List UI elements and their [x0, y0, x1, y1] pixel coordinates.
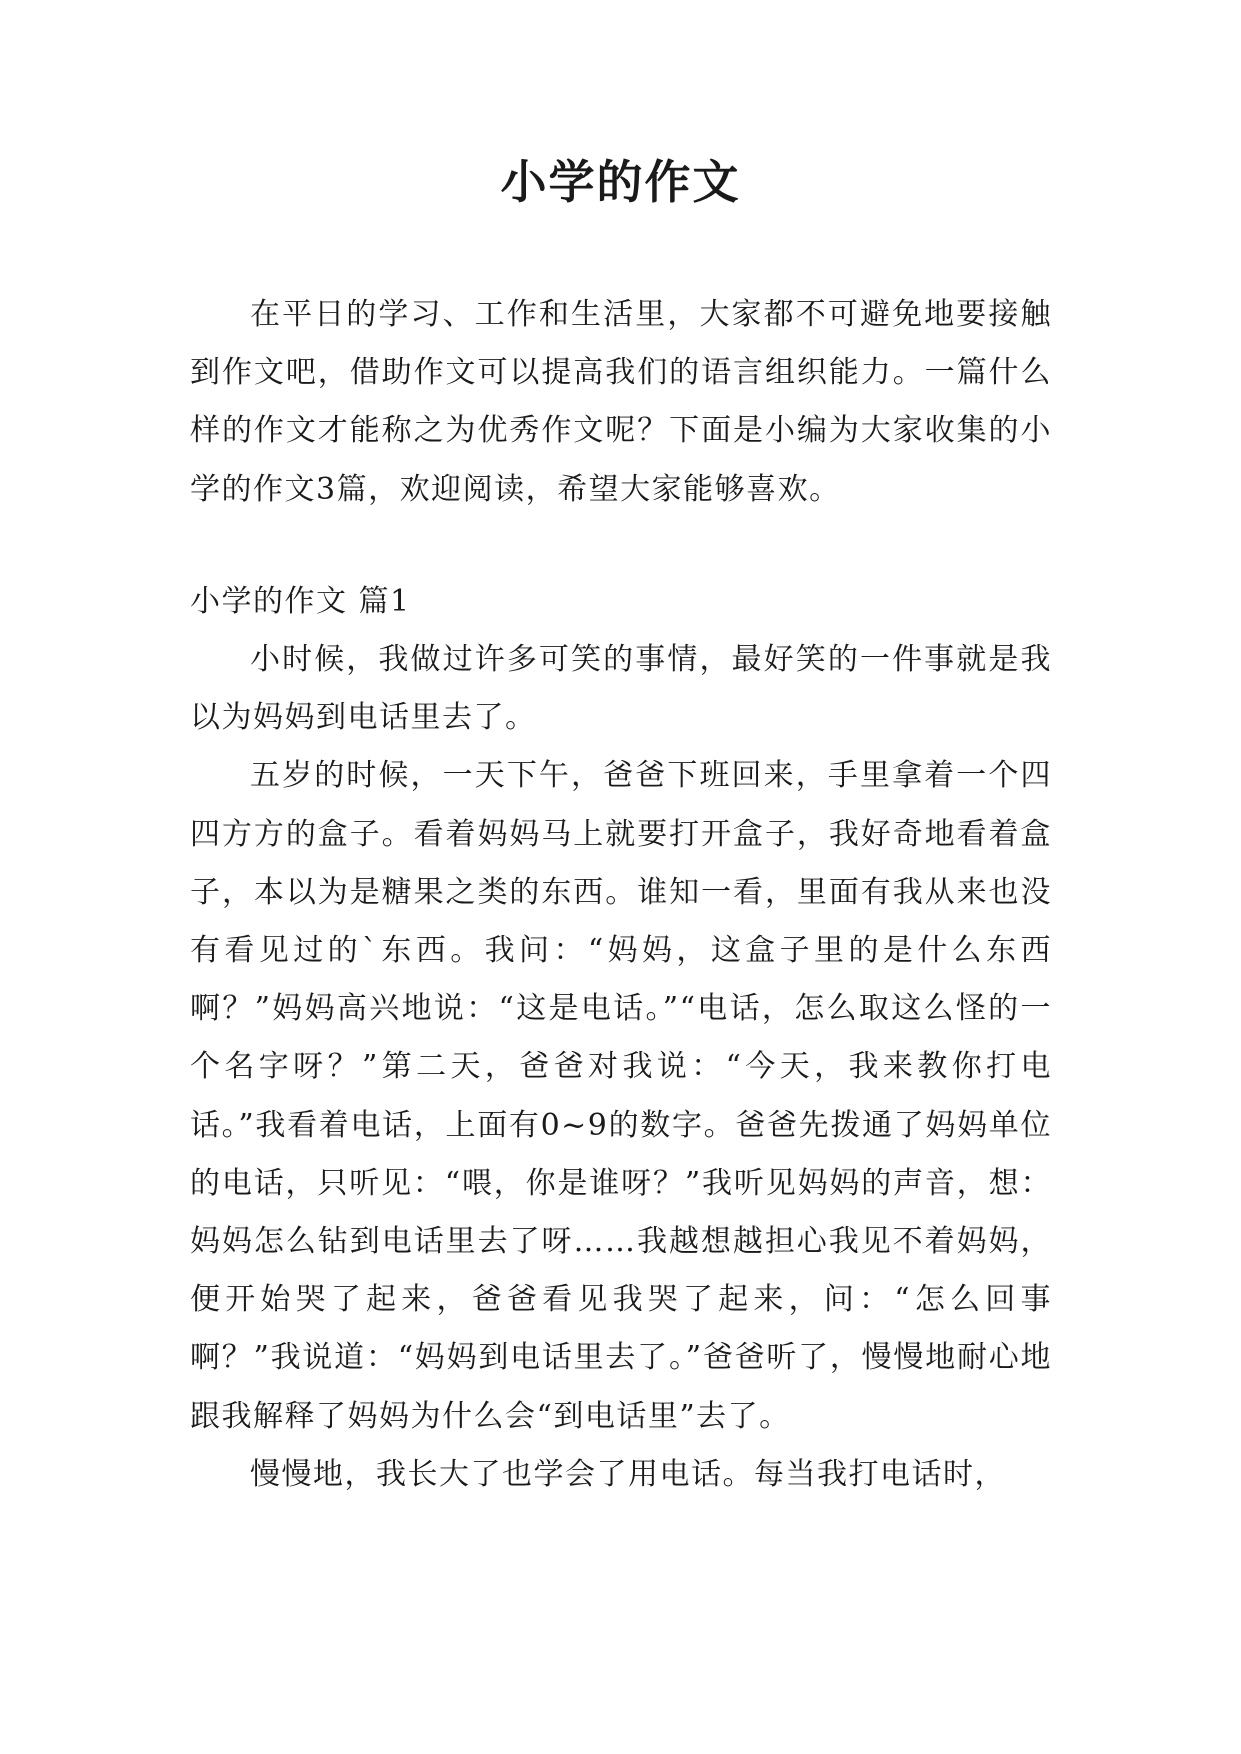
document-title: 小学的作文 — [500, 155, 741, 209]
section-paragraph: 五岁的时候，一天下午，爸爸下班回来，手里拿着一个四四方方的盒子。看着妈妈马上就要打开盒子，我好奇地看着盒子，本以为是糖果之类的东西。谁知一看，里面有我从来也没有看见过的`东西。我问：“妈妈，这盒子里的是什么东西啊？”妈妈高兴地说：“这是电话。”“电话，怎么取这么怪的一个名字呀？”第二天，爸爸对我说：“今天，我来教你打电话。”我看着电话，上面有0~9的数字。爸爸先拨通了妈妈单位的电话，只听见：“喂，你是谁呀？”我听见妈妈的声音，想：妈妈怎么钻到电话里去了呀……我越想越担心我见不着妈妈，便开始哭了起来，爸爸看见我哭了起来，问：“怎么回事啊？”我说道：“妈妈到电话里去了。”爸爸听了，慢慢地耐心地跟我解释了妈妈为什么会“到电话里”去了。 — [190, 758, 1052, 1434]
section-heading: 小学的作文 篇1 — [190, 583, 411, 619]
intro-paragraph: 在平日的学习、工作和生活里，大家都不可避免地要接触到作文吧，借助作文可以提高我们的语言组织能力。一篇什么样的作文才能称之为优秀作文呢？下面是小编为大家收集的小学的作文3篇，欢迎阅读，希望大家能够喜欢。 — [190, 297, 1052, 507]
section-paragraph: 小时候，我做过许多可笑的事情，最好笑的一件事就是我以为妈妈到电话里去了。 — [190, 642, 1052, 736]
section-paragraph: 慢慢地，我长大了也学会了用电话。每当我打电话时， — [250, 1456, 1006, 1492]
document-body — [190, 286, 1052, 1504]
